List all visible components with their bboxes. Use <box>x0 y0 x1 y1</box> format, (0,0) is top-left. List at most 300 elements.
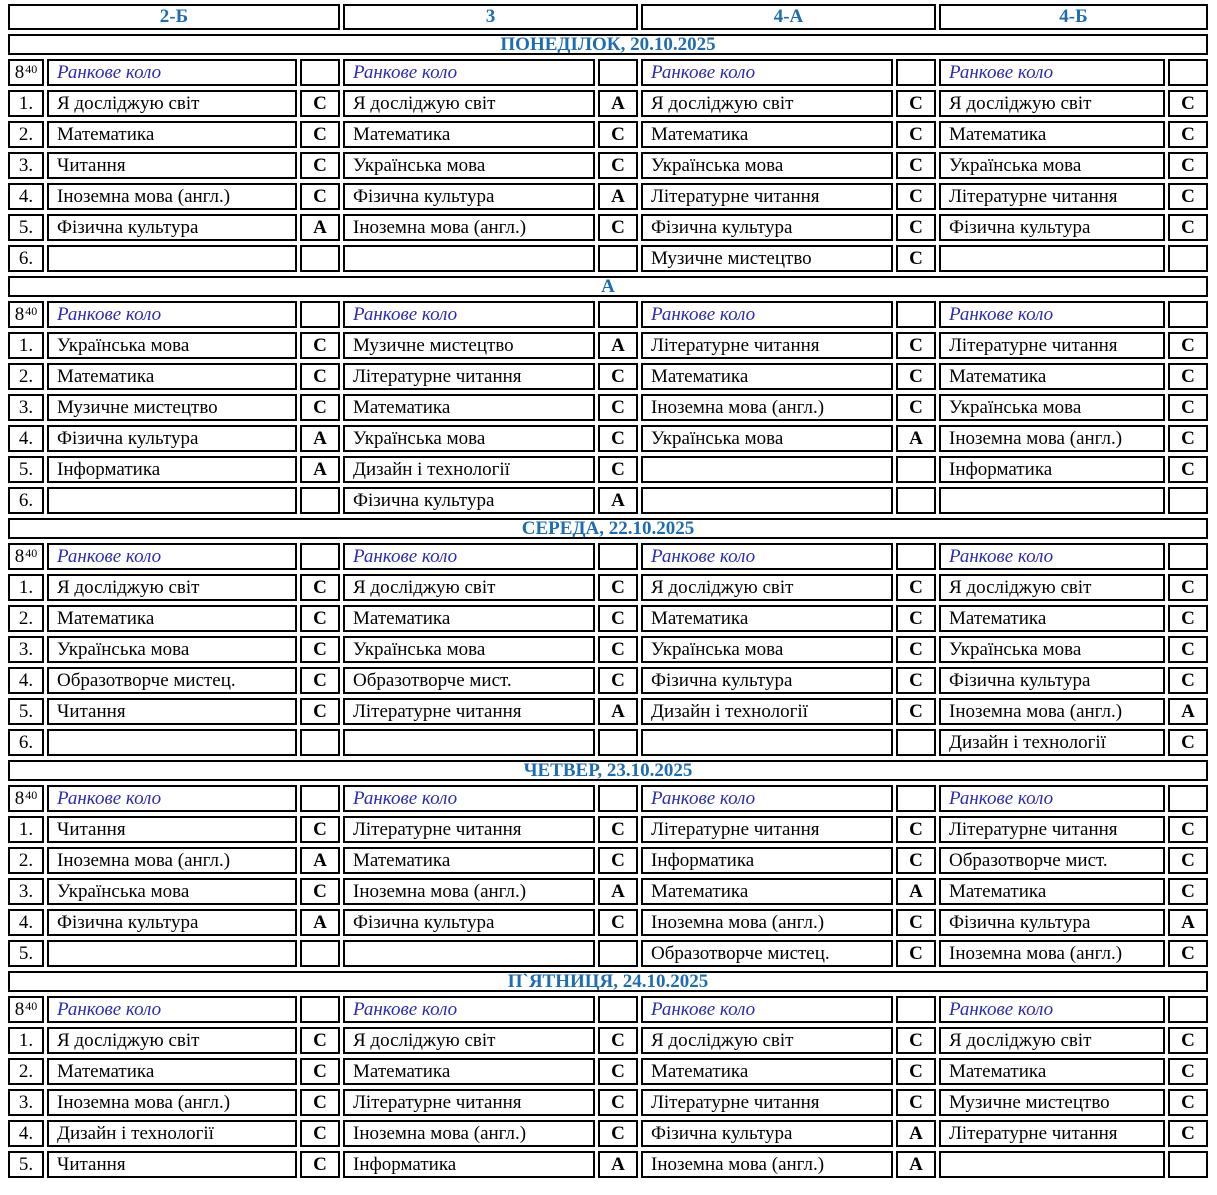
lesson-row <box>8 183 1209 210</box>
lesson-row <box>8 425 1209 452</box>
subject-cell: Іноземна мова (англ.) <box>47 847 297 874</box>
subject-cell: Математика <box>343 1058 595 1085</box>
mode-cell: С <box>598 667 638 694</box>
mode-cell: С <box>896 332 936 359</box>
mode-cell <box>300 245 340 272</box>
mode-cell: А <box>598 1151 638 1178</box>
lesson-row <box>8 121 1209 148</box>
mode-cell: С <box>896 214 936 241</box>
lesson-row <box>8 90 1209 117</box>
mode-cell: С <box>300 605 340 632</box>
morning-circle-label: Ранкове коло <box>343 59 595 86</box>
mode-cell: С <box>300 667 340 694</box>
mode-cell: С <box>1168 940 1208 967</box>
subject-cell: Математика <box>47 121 297 148</box>
subject-cell: Українська мова <box>641 636 893 663</box>
lesson-number: 4. <box>8 183 44 210</box>
subject-cell: Українська мова <box>939 152 1165 179</box>
mode-cell <box>300 301 340 328</box>
mode-cell: С <box>598 1120 638 1147</box>
morning-circle-label: Ранкове коло <box>939 996 1165 1023</box>
lesson-row <box>8 909 1209 936</box>
mode-cell: С <box>598 214 638 241</box>
subject-cell: Іноземна мова (англ.) <box>343 878 595 905</box>
lesson-number: 3. <box>8 636 44 663</box>
subject-cell: Українська мова <box>343 152 595 179</box>
mode-cell: С <box>896 363 936 390</box>
subject-cell: Літературне читання <box>939 1120 1165 1147</box>
subject-cell: Я досліджую світ <box>641 1027 893 1054</box>
lesson-number: 5. <box>8 456 44 483</box>
mode-cell: А <box>300 847 340 874</box>
mode-cell: С <box>1168 1027 1208 1054</box>
mode-cell: А <box>300 909 340 936</box>
morning-circle-label: Ранкове коло <box>343 543 595 570</box>
subject-cell: Музичне мистецтво <box>343 332 595 359</box>
mode-cell: С <box>300 574 340 601</box>
mode-cell: А <box>896 878 936 905</box>
mode-cell: С <box>1168 456 1208 483</box>
mode-cell: С <box>1168 574 1208 601</box>
subject-cell: Українська мова <box>641 425 893 452</box>
mode-cell: С <box>598 816 638 843</box>
mode-cell <box>896 59 936 86</box>
mode-cell: С <box>598 1058 638 1085</box>
mode-cell <box>1168 543 1208 570</box>
mode-cell: С <box>1168 183 1208 210</box>
subject-cell <box>343 729 595 756</box>
mode-cell: С <box>1168 605 1208 632</box>
mode-cell <box>896 456 936 483</box>
subject-cell: Фізична культура <box>343 909 595 936</box>
mode-cell: С <box>1168 1120 1208 1147</box>
mode-cell <box>1168 59 1208 86</box>
lesson-row <box>8 574 1209 601</box>
mode-cell <box>896 729 936 756</box>
lesson-row <box>8 152 1209 179</box>
mode-cell: С <box>300 698 340 725</box>
mode-cell: С <box>598 1027 638 1054</box>
lesson-row <box>8 332 1209 359</box>
mode-cell: С <box>598 394 638 421</box>
morning-circle-label: Ранкове коло <box>641 301 893 328</box>
subject-cell: Математика <box>343 121 595 148</box>
subject-cell: Дизайн і технології <box>939 729 1165 756</box>
mode-cell: С <box>598 574 638 601</box>
morning-row <box>8 996 1209 1023</box>
lesson-number: 3. <box>8 152 44 179</box>
subject-cell: Музичне мистецтво <box>47 394 297 421</box>
class-header: 2-Б <box>8 4 340 30</box>
lesson-number: 2. <box>8 847 44 874</box>
mode-cell <box>896 996 936 1023</box>
lesson-row <box>8 394 1209 421</box>
lesson-number: 4. <box>8 1120 44 1147</box>
mode-cell: С <box>1168 152 1208 179</box>
subject-cell: Українська мова <box>939 636 1165 663</box>
subject-cell: Літературне читання <box>343 363 595 390</box>
mode-cell: А <box>1168 909 1208 936</box>
subject-cell: Математика <box>939 121 1165 148</box>
mode-cell: С <box>598 847 638 874</box>
subject-cell: Українська мова <box>939 394 1165 421</box>
mode-cell <box>300 996 340 1023</box>
subject-cell: Математика <box>641 878 893 905</box>
subject-cell: Літературне читання <box>641 1089 893 1116</box>
mode-cell <box>896 301 936 328</box>
mode-cell: С <box>300 363 340 390</box>
subject-cell: Українська мова <box>47 332 297 359</box>
mode-cell: А <box>598 183 638 210</box>
mode-cell: А <box>300 456 340 483</box>
mode-cell: С <box>896 394 936 421</box>
subject-cell: Я досліджую світ <box>939 1027 1165 1054</box>
day-row <box>8 760 1209 781</box>
mode-cell <box>896 785 936 812</box>
lesson-number: 6. <box>8 245 44 272</box>
subject-cell: Українська мова <box>47 636 297 663</box>
subject-cell: Математика <box>641 1058 893 1085</box>
lesson-row <box>8 1027 1209 1054</box>
time-label: 8 $^{40}$ <box>8 785 44 812</box>
subject-cell: Математика <box>47 605 297 632</box>
time-label: 8 $^{40}$ <box>8 59 44 86</box>
lesson-number: 3. <box>8 1089 44 1116</box>
mode-cell <box>1168 487 1208 514</box>
morning-circle-label: Ранкове коло <box>343 996 595 1023</box>
mode-cell: С <box>598 636 638 663</box>
morning-row <box>8 301 1209 328</box>
mode-cell: А <box>300 425 340 452</box>
lesson-number: 1. <box>8 332 44 359</box>
lesson-row <box>8 1120 1209 1147</box>
subject-cell: Математика <box>641 121 893 148</box>
lesson-number: 2. <box>8 363 44 390</box>
day-row <box>8 276 1209 297</box>
lesson-number: 2. <box>8 1058 44 1085</box>
subject-cell <box>641 456 893 483</box>
subject-cell <box>343 940 595 967</box>
mode-cell <box>598 59 638 86</box>
timetable <box>8 4 1209 1178</box>
subject-cell <box>47 245 297 272</box>
day-title: СЕРЕДА, 22.10.2025 <box>8 518 1208 539</box>
subject-cell: Фізична культура <box>939 909 1165 936</box>
day-title: П`ЯТНИЦЯ, 24.10.2025 <box>8 971 1208 992</box>
class-header: 4-Б <box>939 4 1208 30</box>
mode-cell <box>300 59 340 86</box>
subject-cell: Фізична культура <box>47 909 297 936</box>
lesson-row <box>8 636 1209 663</box>
mode-cell <box>1168 245 1208 272</box>
lesson-number: 1. <box>8 816 44 843</box>
class-header: 4-А <box>641 4 936 30</box>
mode-cell <box>1168 301 1208 328</box>
mode-cell: С <box>896 574 936 601</box>
lesson-row <box>8 456 1209 483</box>
subject-cell: Іноземна мова (англ.) <box>47 183 297 210</box>
subject-cell: Літературне читання <box>939 816 1165 843</box>
morning-circle-label: Ранкове коло <box>47 301 297 328</box>
lesson-number: 5. <box>8 940 44 967</box>
mode-cell: С <box>896 152 936 179</box>
subject-cell: Інформатика <box>641 847 893 874</box>
subject-cell: Читання <box>47 698 297 725</box>
subject-cell: Я досліджую світ <box>641 574 893 601</box>
subject-cell: Літературне читання <box>641 816 893 843</box>
lesson-number: 4. <box>8 909 44 936</box>
subject-cell: Математика <box>641 363 893 390</box>
subject-cell: Математика <box>47 1058 297 1085</box>
subject-cell: Іноземна мова (англ.) <box>641 909 893 936</box>
morning-circle-label: Ранкове коло <box>47 543 297 570</box>
mode-cell: С <box>598 909 638 936</box>
subject-cell: Літературне читання <box>641 183 893 210</box>
subject-cell: Математика <box>939 363 1165 390</box>
subject-cell <box>47 940 297 967</box>
mode-cell: С <box>1168 425 1208 452</box>
mode-cell <box>1168 996 1208 1023</box>
morning-circle-label: Ранкове коло <box>641 59 893 86</box>
lesson-number: 2. <box>8 605 44 632</box>
mode-cell: С <box>300 332 340 359</box>
mode-cell <box>598 543 638 570</box>
morning-circle-label: Ранкове коло <box>47 785 297 812</box>
mode-cell: С <box>598 152 638 179</box>
mode-cell: С <box>1168 636 1208 663</box>
morning-row <box>8 543 1209 570</box>
subject-cell: Я досліджую світ <box>343 1027 595 1054</box>
day-title: А <box>8 276 1208 297</box>
mode-cell: С <box>896 636 936 663</box>
mode-cell <box>598 245 638 272</box>
subject-cell: Читання <box>47 1151 297 1178</box>
subject-cell: Образотворче мист. <box>343 667 595 694</box>
mode-cell: С <box>300 636 340 663</box>
subject-cell: Інформатика <box>343 1151 595 1178</box>
subject-cell: Іноземна мова (англ.) <box>343 214 595 241</box>
subject-cell: Українська мова <box>343 636 595 663</box>
subject-cell <box>939 245 1165 272</box>
day-row <box>8 34 1209 55</box>
subject-cell: Фізична культура <box>641 1120 893 1147</box>
subject-cell: Я досліджую світ <box>47 574 297 601</box>
subject-cell: Українська мова <box>47 878 297 905</box>
class-header-row <box>8 4 1209 30</box>
mode-cell: С <box>598 363 638 390</box>
day-title: ЧЕТВЕР, 23.10.2025 <box>8 760 1208 781</box>
mode-cell: А <box>896 425 936 452</box>
subject-cell: Іноземна мова (англ.) <box>641 1151 893 1178</box>
morning-circle-label: Ранкове коло <box>343 785 595 812</box>
morning-circle-label: Ранкове коло <box>47 59 297 86</box>
mode-cell: С <box>1168 878 1208 905</box>
subject-cell: Дизайн і технології <box>343 456 595 483</box>
subject-cell: Я досліджую світ <box>939 574 1165 601</box>
mode-cell: С <box>300 878 340 905</box>
lesson-number: 1. <box>8 574 44 601</box>
lesson-number: 5. <box>8 1151 44 1178</box>
subject-cell: Фізична культура <box>343 487 595 514</box>
morning-circle-label: Ранкове коло <box>939 543 1165 570</box>
subject-cell: Фізична культура <box>641 214 893 241</box>
subject-cell: Образотворче мистец. <box>641 940 893 967</box>
time-label: 8 $^{40}$ <box>8 301 44 328</box>
mode-cell <box>1168 1151 1208 1178</box>
mode-cell: А <box>598 487 638 514</box>
morning-circle-label: Ранкове коло <box>47 996 297 1023</box>
subject-cell: Фізична культура <box>939 214 1165 241</box>
subject-cell: Математика <box>343 605 595 632</box>
mode-cell: С <box>300 1151 340 1178</box>
morning-circle-label: Ранкове коло <box>939 301 1165 328</box>
morning-circle-label: Ранкове коло <box>641 996 893 1023</box>
subject-cell: Українська мова <box>641 152 893 179</box>
mode-cell: С <box>896 847 936 874</box>
mode-cell: С <box>300 1027 340 1054</box>
mode-cell <box>598 301 638 328</box>
subject-cell: Українська мова <box>343 425 595 452</box>
mode-cell: А <box>896 1120 936 1147</box>
mode-cell: С <box>896 605 936 632</box>
subject-cell: Музичне мистецтво <box>641 245 893 272</box>
subject-cell: Іноземна мова (англ.) <box>47 1089 297 1116</box>
subject-cell: Математика <box>343 394 595 421</box>
lesson-row <box>8 816 1209 843</box>
morning-circle-label: Ранкове коло <box>939 785 1165 812</box>
mode-cell: А <box>598 698 638 725</box>
mode-cell: С <box>300 816 340 843</box>
subject-cell: Я досліджую світ <box>641 90 893 117</box>
lesson-row <box>8 698 1209 725</box>
mode-cell: А <box>896 1151 936 1178</box>
mode-cell <box>300 785 340 812</box>
lesson-row <box>8 363 1209 390</box>
lesson-row <box>8 729 1209 756</box>
subject-cell: Математика <box>343 847 595 874</box>
mode-cell: А <box>598 90 638 117</box>
time-label: 8 $^{40}$ <box>8 543 44 570</box>
mode-cell: С <box>300 152 340 179</box>
subject-cell: Фізична культура <box>641 667 893 694</box>
mode-cell: С <box>1168 816 1208 843</box>
mode-cell: С <box>300 1089 340 1116</box>
mode-cell: С <box>598 121 638 148</box>
mode-cell <box>598 729 638 756</box>
subject-cell: Інформатика <box>47 456 297 483</box>
lesson-number: 3. <box>8 394 44 421</box>
morning-row <box>8 59 1209 86</box>
morning-circle-label: Ранкове коло <box>641 543 893 570</box>
subject-cell <box>47 729 297 756</box>
subject-cell: Іноземна мова (англ.) <box>641 394 893 421</box>
mode-cell: С <box>896 1027 936 1054</box>
lesson-number: 1. <box>8 90 44 117</box>
mode-cell: С <box>1168 214 1208 241</box>
mode-cell: С <box>1168 729 1208 756</box>
lesson-number: 5. <box>8 698 44 725</box>
lesson-row <box>8 1058 1209 1085</box>
subject-cell: Літературне читання <box>343 698 595 725</box>
mode-cell: С <box>1168 90 1208 117</box>
mode-cell: С <box>896 90 936 117</box>
subject-cell: Математика <box>939 605 1165 632</box>
mode-cell <box>300 487 340 514</box>
morning-circle-label: Ранкове коло <box>939 59 1165 86</box>
lesson-number: 6. <box>8 487 44 514</box>
subject-cell: Іноземна мова (англ.) <box>343 1120 595 1147</box>
subject-cell: Іноземна мова (англ.) <box>939 940 1165 967</box>
lesson-number: 4. <box>8 667 44 694</box>
mode-cell <box>896 487 936 514</box>
subject-cell <box>343 245 595 272</box>
lesson-number: 3. <box>8 878 44 905</box>
mode-cell: С <box>896 245 936 272</box>
lesson-row <box>8 1089 1209 1116</box>
morning-circle-label: Ранкове коло <box>641 785 893 812</box>
day-row <box>8 971 1209 992</box>
mode-cell: С <box>1168 363 1208 390</box>
mode-cell <box>300 940 340 967</box>
subject-cell: Літературне читання <box>343 1089 595 1116</box>
mode-cell: С <box>598 605 638 632</box>
mode-cell: С <box>896 667 936 694</box>
mode-cell: С <box>1168 1089 1208 1116</box>
lesson-row <box>8 940 1209 967</box>
mode-cell: С <box>300 90 340 117</box>
mode-cell <box>598 996 638 1023</box>
lesson-row <box>8 847 1209 874</box>
day-title: ПОНЕДІЛОК, 20.10.2025 <box>8 34 1208 55</box>
subject-cell: Я досліджую світ <box>47 1027 297 1054</box>
mode-cell: С <box>1168 394 1208 421</box>
mode-cell: С <box>300 121 340 148</box>
mode-cell: С <box>896 816 936 843</box>
mode-cell: А <box>300 214 340 241</box>
mode-cell <box>598 940 638 967</box>
lesson-row <box>8 214 1209 241</box>
subject-cell <box>47 487 297 514</box>
subject-cell: Я досліджую світ <box>343 574 595 601</box>
lesson-number: 6. <box>8 729 44 756</box>
subject-cell: Літературне читання <box>939 332 1165 359</box>
subject-cell: Образотворче мист. <box>939 847 1165 874</box>
lesson-number: 1. <box>8 1027 44 1054</box>
mode-cell: С <box>598 1089 638 1116</box>
mode-cell: С <box>1168 332 1208 359</box>
subject-cell: Дизайн і технології <box>47 1120 297 1147</box>
subject-cell: Літературне читання <box>939 183 1165 210</box>
subject-cell <box>641 487 893 514</box>
subject-cell: Іноземна мова (англ.) <box>939 425 1165 452</box>
mode-cell: С <box>896 698 936 725</box>
mode-cell: С <box>1168 847 1208 874</box>
mode-cell: А <box>598 878 638 905</box>
subject-cell: Фізична культура <box>47 425 297 452</box>
mode-cell: С <box>300 1058 340 1085</box>
lesson-row <box>8 1151 1209 1178</box>
morning-row <box>8 785 1209 812</box>
subject-cell: Я досліджую світ <box>939 90 1165 117</box>
lesson-number: 4. <box>8 425 44 452</box>
subject-cell: Математика <box>939 1058 1165 1085</box>
lesson-row <box>8 245 1209 272</box>
mode-cell: С <box>896 121 936 148</box>
subject-cell: Літературне читання <box>343 816 595 843</box>
mode-cell <box>1168 785 1208 812</box>
lesson-number: 2. <box>8 121 44 148</box>
subject-cell: Фізична культура <box>343 183 595 210</box>
